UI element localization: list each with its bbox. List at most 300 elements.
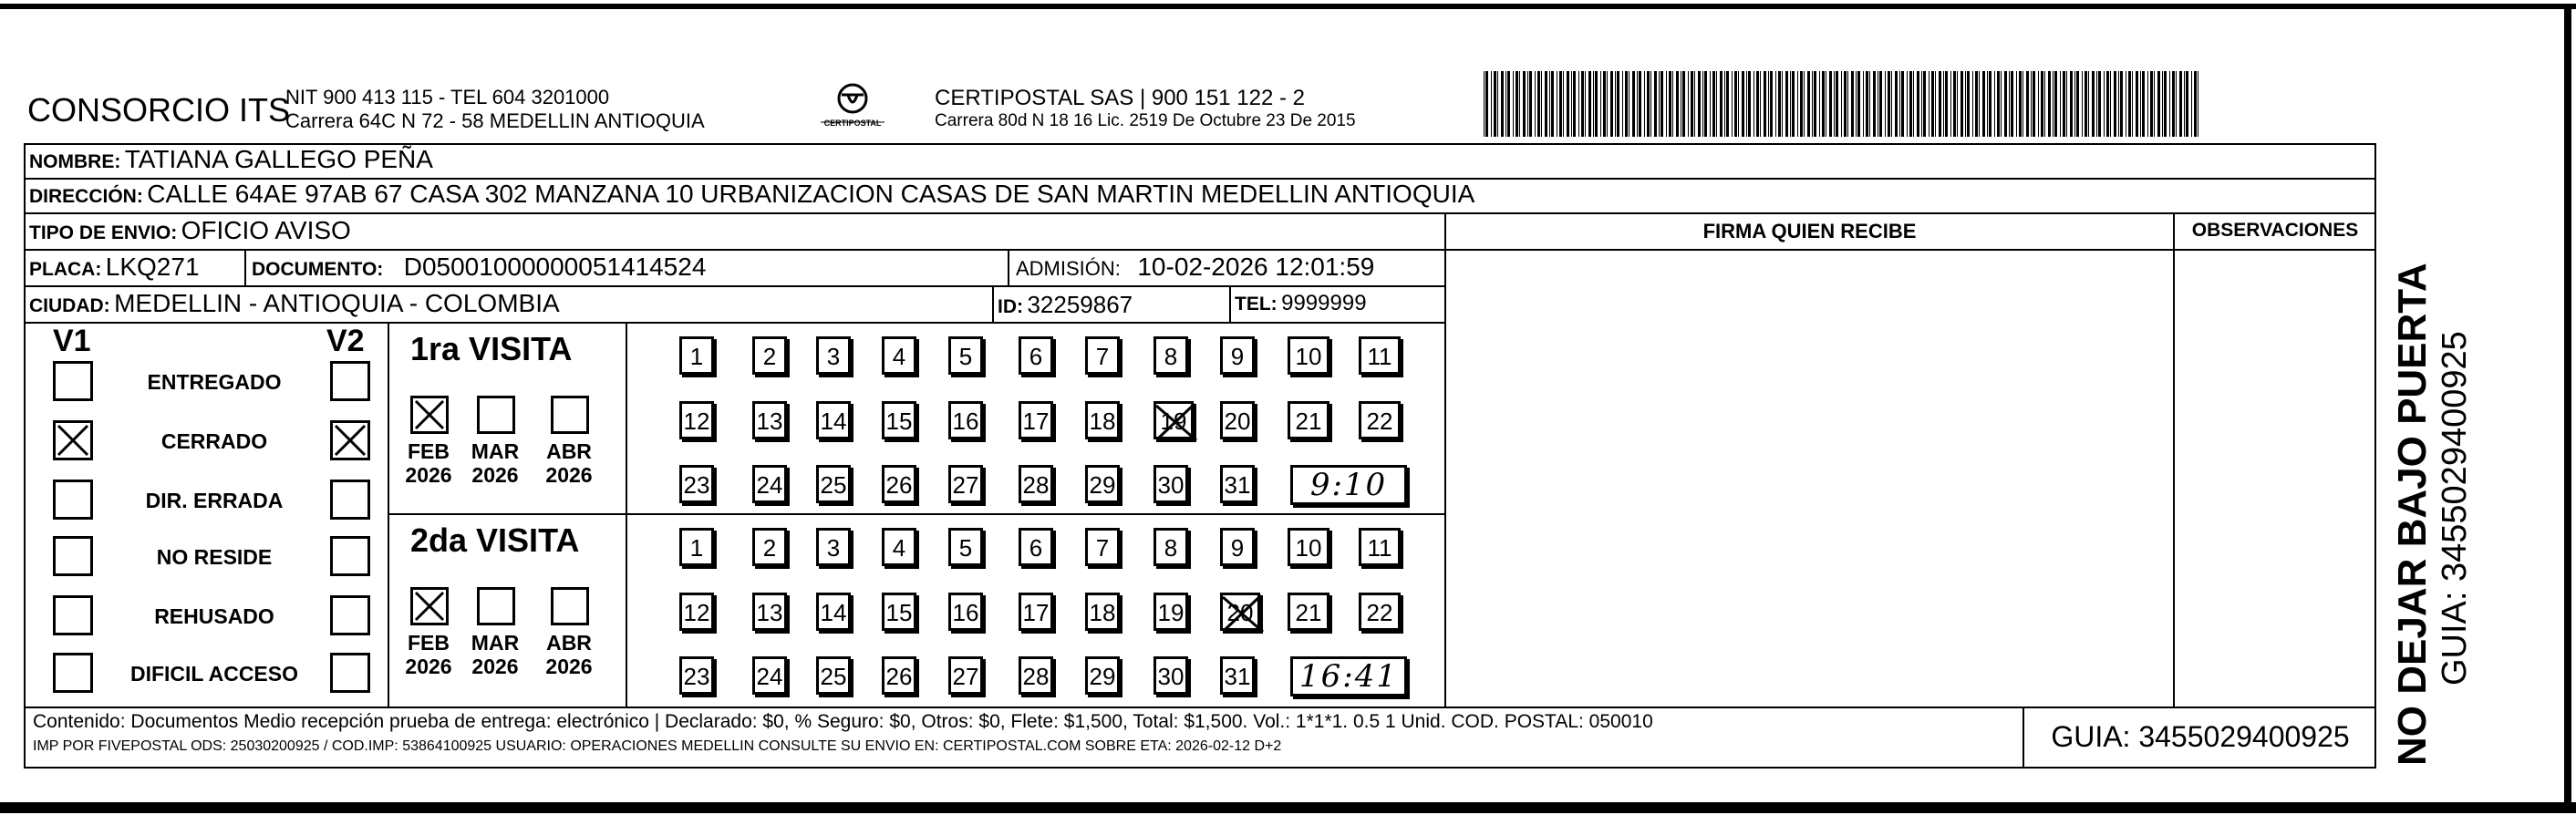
barcode-bar [2164,71,2167,137]
day-cell[interactable]: 27 [948,656,983,695]
barcode-bar [1822,71,1825,137]
barcode-bar [2053,71,2054,137]
barcode-bar [2085,71,2087,137]
day-cell[interactable]: 11 [1359,336,1401,375]
barcode-bar [2066,71,2067,137]
barcode-bar [1847,71,1848,137]
barcode-bar [1960,71,1963,137]
barcode-bar [1691,71,1693,137]
month-checkbox[interactable] [477,587,515,625]
barcode-bar [1666,71,1667,137]
day-cell[interactable]: 1 [679,336,714,375]
day-cell[interactable]: 26 [882,656,916,695]
barcode-bar [2070,71,2073,137]
day-cell[interactable]: 14 [816,593,851,631]
firma-header: FIRMA QUIEN RECIBE [1702,220,1917,242]
documento-label: DOCUMENTO: [252,259,384,280]
day-cell[interactable]: 28 [1019,656,1053,695]
status-label: DIFICIL ACCESO [129,662,298,686]
day-cell[interactable]: 21 [1288,593,1329,631]
day-cell[interactable]: 17 [1019,593,1053,631]
tel-value: 9999999 [1281,291,1367,315]
barcode-bar [2150,71,2153,137]
barcode-bar [1639,71,1641,137]
barcode-bar [1957,71,1958,137]
v2-label: V2 [326,324,365,358]
month-checkbox[interactable] [410,587,449,625]
status-v1-checkbox[interactable] [53,480,93,520]
col-line [1229,285,1231,322]
day-cell[interactable]: 3 [816,336,851,375]
barcode-bar [1888,71,1890,137]
col-line [244,249,246,285]
month-year: 2026 [405,463,452,487]
day-cell[interactable]: 16 [948,401,983,439]
day-cell[interactable]: 4 [882,336,916,375]
month-checkbox[interactable] [551,396,589,434]
barcode-bar [1901,71,1904,137]
day-cell[interactable]: 18 [1085,593,1120,631]
barcode-bar [1676,71,1679,137]
barcode-bar [2031,71,2032,137]
day-cell[interactable]: 8 [1154,528,1188,566]
barcode-bar [1792,71,1795,137]
barcode-bar [1819,71,1820,137]
observaciones-header: OBSERVACIONES [2191,220,2359,241]
barcode-bar [1537,71,1540,137]
barcode-bar [1746,71,1747,137]
barcode-bar [2076,71,2079,137]
day-cell[interactable]: 15 [882,593,916,631]
barcode-bar [1982,71,1985,137]
day-cell[interactable]: 30 [1154,656,1188,695]
barcode-bar [2009,71,2010,137]
barcode-bar [1654,71,1657,137]
status-v2-checkbox[interactable] [330,595,370,635]
status-label: CERRADO [160,429,268,453]
barcode-bar [1682,71,1685,137]
day-cell[interactable]: 13 [752,401,787,439]
day-cell[interactable]: 25 [816,656,851,695]
day-cell[interactable]: 24 [752,656,787,695]
month-checkbox[interactable] [477,396,515,434]
barcode-bar [1513,71,1514,137]
barcode-bar [2016,71,2017,137]
barcode-bar [1844,71,1847,137]
barcode-bar [1895,71,1898,137]
row-line [24,212,2376,214]
day-cell[interactable]: 12 [679,593,714,631]
barcode-bar [2179,71,2182,137]
barcode-bar [1585,71,1586,137]
barcode-bar [1939,71,1941,137]
barcode-bar [1909,71,1912,137]
admision-field [1016,253,1374,282]
day-cell[interactable]: 9 [1220,528,1255,566]
barcode-bar [1943,71,1944,137]
barcode-bar [2033,71,2035,137]
barcode-bar [1484,71,1485,137]
status-v2-checkbox[interactable] [330,480,370,520]
handwritten-time: 16:41 [1290,656,1407,696]
barcode-bar [1650,71,1651,137]
tipo-row [29,216,351,245]
barcode-bar [1797,71,1798,137]
status-label: NO RESIDE [156,545,273,569]
month-label: ABR [546,439,592,463]
barcode-bar [2184,71,2185,137]
barcode-bar [1610,71,1613,137]
day-cell[interactable]: 22 [1359,401,1401,439]
barcode-bar [1617,71,1619,137]
barcode-bar [1578,71,1579,137]
barcode-bar [2088,71,2089,137]
barcode-bar [2054,71,2057,137]
barcode-bar [1770,71,1773,137]
nombre-label: NOMBRE: [29,151,121,172]
tel-label: TEL: [1235,294,1278,315]
barcode-bar [1734,71,1737,137]
status-v1-checkbox[interactable] [53,420,93,460]
barcode-bar [2191,71,2192,137]
month-year: 2026 [545,463,593,487]
courier-address: Carrera 80d N 18 16 Lic. 2519 De Octubre 23 De 2015 [935,111,1356,130]
ciudad-value: MEDELLIN - ANTIOQUIA - COLOMBIA [114,289,560,317]
status-v2-checkbox[interactable] [330,361,370,401]
day-cell[interactable]: 2 [752,528,787,566]
day-cell[interactable]: 14 [816,401,851,439]
barcode-bar [2104,71,2105,137]
barcode-bar [1491,71,1492,137]
day-cell[interactable]: 19 [1154,593,1188,631]
no-dejar-text: NO DEJAR BAJO PUERTA [2390,263,2435,766]
barcode-bar [1523,71,1526,137]
status-v2-checkbox[interactable] [330,653,370,693]
barcode-bar [1804,71,1805,137]
barcode-bar [1603,71,1606,137]
day-cross-mark [1217,590,1268,635]
barcode-bar [1891,71,1892,137]
day-cell[interactable] [1220,593,1260,631]
barcode-bar [1869,71,1870,137]
day-cell[interactable]: 16 [948,593,983,631]
barcode-bar [1742,71,1744,137]
placa-value: LKQ271 [105,253,200,281]
barcode-bar [1987,71,1988,137]
day-cell[interactable]: 30 [1154,465,1188,503]
barcode-bar [2001,71,2002,137]
barcode-bar [1782,71,1783,137]
tel-field [1235,291,1367,316]
status-v2-checkbox[interactable] [330,420,370,460]
barcode-bar [1775,71,1776,137]
barcode-bar [2019,71,2022,137]
day-cell[interactable]: 21 [1288,401,1329,439]
id-field [998,291,1133,319]
status-v1-checkbox[interactable] [53,361,93,401]
barcode-bar [1505,71,1506,137]
barcode-bar [1950,71,1951,137]
barcode-bar [1710,71,1711,137]
day-cell[interactable]: 4 [882,528,916,566]
barcode-bar [2128,71,2131,137]
day-cell[interactable]: 23 [679,656,714,695]
barcode-bar [1632,71,1635,137]
barcode-bar [2004,71,2007,137]
day-cell[interactable]: 3 [816,528,851,566]
month-label: ABR [546,631,592,655]
id-label: ID: [998,296,1023,317]
barcode-bar [1873,71,1876,137]
barcode-bar [1712,71,1715,137]
barcode-bar [2147,71,2148,137]
month-label: FEB [408,631,450,655]
barcode-bar [1979,71,1980,137]
barcode-bar [1541,71,1542,137]
direccion-value: CALLE 64AE 97AB 67 CASA 302 MANZANA 10 URBANIZACION CASAS DE SAN MARTIN MEDELLIN ANTIOQUIA [147,180,1475,208]
imp-line: IMP POR FIVEPOSTAL ODS: 25030200925 / COD.IMP: 53864100925 USUARIO: OPERACIONES MEDELLIN CONSULTE SU ENVIO EN: CERTIPOSTAL.COM SOBRE ETA: 2026-02-12 D+2 [33,738,1282,754]
courier-name: CERTIPOSTAL SAS | 900 151 122 - 2 [935,86,1305,110]
barcode-bar [2169,71,2170,137]
month-label: MAR [471,439,520,463]
month-label: MAR [471,631,520,655]
barcode-bar [1593,71,1594,137]
barcode [1482,71,2202,137]
barcode-bar [2186,71,2188,137]
direccion-label: DIRECCIÓN: [29,186,143,207]
barcode-bar [1829,71,1832,137]
barcode-bar [1989,71,1991,137]
day-cell[interactable]: 29 [1085,465,1120,503]
barcode-bar [2114,71,2116,137]
barcode-bar [1785,71,1788,137]
day-cell[interactable]: 6 [1019,528,1053,566]
barcode-bar [1738,71,1739,137]
barcode-bar [2044,71,2045,137]
barcode-bar [1967,71,1970,137]
barcode-bar [2098,71,2101,137]
barcode-bar [1764,71,1766,137]
barcode-bar [1935,71,1936,137]
x-check-mark [413,398,446,431]
day-number: 19 [1160,408,1187,435]
x-check-mark [333,423,367,458]
barcode-bar [1923,71,1926,137]
barcode-bar [1647,71,1650,137]
admision-value: 10-02-2026 12:01:59 [1137,253,1375,281]
month-checkbox[interactable] [410,396,449,434]
page-right-edge [2564,4,2571,806]
nombre-row [29,145,433,174]
barcode-bar [1913,71,1914,137]
barcode-bar [1841,71,1842,137]
barcode-bar [1994,71,1995,137]
day-cell[interactable]: 8 [1154,336,1188,375]
barcode-bar [2140,71,2141,137]
barcode-bar [2011,71,2013,137]
day-cross-mark [1151,398,1202,444]
barcode-bar [1485,71,1488,137]
barcode-bar [2041,71,2043,137]
status-label: ENTREGADO [147,370,282,394]
barcode-bar [1644,71,1645,137]
barcode-bar [1704,71,1707,137]
barcode-bar [1588,71,1591,137]
placa-field [29,253,200,282]
tipo-label: TIPO DE ENVIO: [29,222,178,243]
day-cell[interactable]: 7 [1085,528,1120,566]
day-cell[interactable]: 5 [948,528,983,566]
day-cell[interactable]: 31 [1220,656,1255,695]
barcode-bar [1571,71,1572,137]
barcode-bar [1507,71,1510,137]
day-cell[interactable]: 5 [948,336,983,375]
barcode-bar [1807,71,1810,137]
side-notice [2391,36,2435,766]
ciudad-label: CIUDAD: [29,295,110,316]
barcode-bar [1698,71,1701,137]
barcode-bar [1814,71,1816,137]
day-cell[interactable]: 11 [1359,528,1401,566]
barcode-bar [1567,71,1569,137]
barcode-bar [1595,71,1598,137]
day-cell[interactable]: 20 [1220,401,1255,439]
status-v2-checkbox[interactable] [330,536,370,576]
day-cell[interactable]: 25 [816,465,851,503]
barcode-bar [1669,71,1671,137]
barcode-graphic [1482,71,2202,137]
barcode-bar [1760,71,1761,137]
day-cell[interactable]: 13 [752,593,787,631]
day-cell[interactable]: 29 [1085,656,1120,695]
barcode-bar [1573,71,1576,137]
visit-title: 1ra VISITA [410,330,573,367]
barcode-bar [1812,71,1813,137]
barcode-bar [1559,71,1562,137]
day-cell[interactable]: 12 [679,401,714,439]
barcode-bar [2162,71,2163,137]
day-cell[interactable]: 7 [1085,336,1120,375]
side-guia [2436,47,2473,686]
barcode-bar [2048,71,2051,137]
company-nit: NIT 900 413 115 - TEL 604 3201000 [285,86,610,108]
barcode-bar [1965,71,1966,137]
day-cell[interactable]: 23 [679,465,714,503]
barcode-bar [1659,71,1660,137]
barcode-bar [2154,71,2155,137]
day-cell[interactable]: 1 [679,528,714,566]
barcode-bar [1607,71,1608,137]
day-cell[interactable]: 31 [1220,465,1255,503]
day-cell[interactable]: 6 [1019,336,1053,375]
barcode-bar [2063,71,2065,137]
day-cell[interactable]: 26 [882,465,916,503]
company-address: Carrera 64C N 72 - 58 MEDELLIN ANTIOQUIA [285,109,705,132]
documento-value: D05001000000051414524 [403,253,707,281]
barcode-bar [1535,71,1536,137]
page-bottom-edge [0,802,2576,813]
day-cell[interactable]: 10 [1288,528,1329,566]
barcode-bar [1622,71,1623,137]
barcode-bar [1899,71,1900,137]
barcode-bar [1800,71,1803,137]
ciudad-field [29,289,560,318]
barcode-bar [1879,71,1882,137]
barcode-bar [1724,71,1725,137]
visit-divider [388,513,1445,515]
day-cell[interactable]: 15 [882,401,916,439]
status-v1-checkbox[interactable] [53,536,93,576]
barcode-bar [1694,71,1695,137]
day-cell[interactable]: 18 [1085,401,1120,439]
barcode-bar [1748,71,1751,137]
id-value: 32259867 [1027,291,1133,318]
row-line [24,249,2376,251]
barcode-bar [1637,71,1638,137]
barcode-bar [1778,71,1781,137]
day-cell[interactable]: 28 [1019,465,1053,503]
barcode-bar [1907,71,1908,137]
logo-text: CERTIPOSTAL [823,119,882,128]
day-cell[interactable]: 27 [948,465,983,503]
day-number: 20 [1226,599,1254,626]
barcode-bar [1921,71,1922,137]
barcode-bar [1756,71,1759,137]
side-guia-text: GUIA: 3455029400925 [2436,331,2474,686]
barcode-bar [1917,71,1919,137]
day-cell[interactable]: 2 [752,336,787,375]
barcode-bar [1615,71,1616,137]
day-cell[interactable]: 9 [1220,336,1255,375]
direccion-row [29,180,1474,209]
barcode-bar [1688,71,1689,137]
col-line [2173,212,2175,707]
barcode-bar [1545,71,1547,137]
handwritten-time: 9:10 [1290,465,1407,505]
barcode-bar [2060,71,2061,137]
admision-label: ADMISIÓN: [1016,257,1121,280]
barcode-bar [1856,71,1857,137]
day-cell[interactable]: 22 [1359,593,1401,631]
barcode-bar [1563,71,1564,137]
barcode-bar [2132,71,2133,137]
status-v1-checkbox[interactable] [53,653,93,693]
month-checkbox[interactable] [551,587,589,625]
nombre-value: TATIANA GALLEGO PEÑA [124,145,433,173]
day-cell[interactable]: 24 [752,465,787,503]
barcode-bar [1857,71,1860,137]
barcode-bar [1972,71,1973,137]
barcode-bar [1790,71,1791,137]
tipo-value: OFICIO AVISO [181,216,351,244]
day-cell[interactable] [1154,401,1194,439]
guia-box: GUIA: 3455029400925 [2051,720,2350,753]
barcode-bar [2096,71,2097,137]
barcode-bar [1529,71,1532,137]
contenido-line: Contenido: Documentos Medio recepción prueba de entrega: electrónico | Declarado: $0, % Seguro: $0, Otros: $0, Flete: $1,500, Total: $1,500. Vol.: 1*1*1. 0.5 1 Unid. COD. POSTAL: 050010 [33,711,1653,732]
barcode-bar [1549,71,1550,137]
barcode-bar [1494,71,1496,137]
barcode-bar [1885,71,1886,137]
day-cell[interactable]: 10 [1288,336,1329,375]
month-year: 2026 [545,655,593,678]
page-top-edge [0,4,2576,9]
barcode-bar [1945,71,1948,137]
barcode-bar [1716,71,1717,137]
status-v1-checkbox[interactable] [53,595,93,635]
barcode-bar [2172,71,2175,137]
day-cell[interactable]: 17 [1019,401,1053,439]
